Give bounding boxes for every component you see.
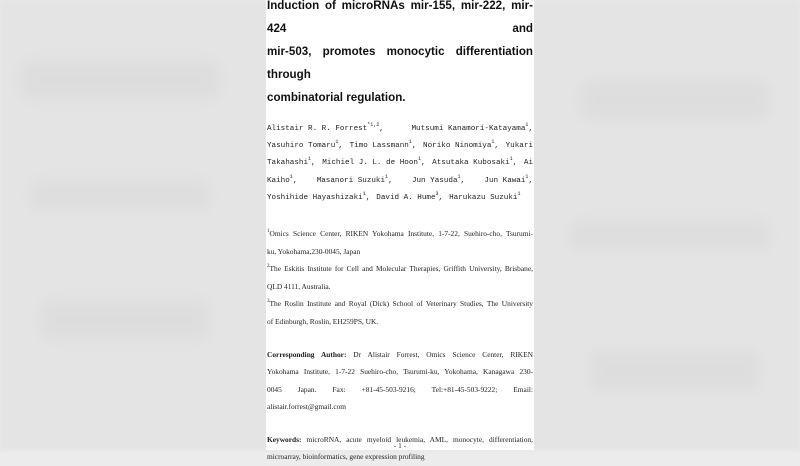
author-row [267,121,533,138]
title-line: mir-503, promotes monocytic differentiation through [267,45,533,81]
blurred-background-block [30,180,210,210]
affiliation: $^1$Omics Science Center, RIKEN Yokohama Institute, 1-7-22, Suehiro-cho, Tsurumi- ku, Yokohama,230-0045, Japan [267,229,533,256]
title-line: combinatorial regulation. [267,91,406,104]
keywords-label: Keywords: [267,434,302,444]
keywords: Keywords: microRNA, acute myeloid leukemia, AML, monocyte, differentiation, microarray, bioinformatics, gene expression profiling [267,434,533,462]
author-row [267,138,533,155]
document-page [266,0,534,462]
page-content [267,0,533,466]
affiliation: $^3$The Roslin Institute and Royal (Dick) School of Veterinary Studies, The University of Edinburgh, Roslin, EH259PS, UK. [267,299,533,326]
author: Jun Kawai$^1$, [484,173,533,185]
title-line: Induction of microRNAs mir-155, mir-222, mir-424 and [267,0,533,35]
author-row [267,190,533,207]
author-list [267,121,533,207]
author: David A. Hume$^3$, [376,190,444,202]
affiliations [267,225,533,330]
author: Kaiho$^1$, [267,173,298,185]
author-row [267,173,533,190]
author: Harukazu Suzuki$^1$ [449,190,521,202]
author: Yukari [505,142,533,151]
affiliation: $^2$The Eskitis Institute for Cell and Molecular Therapies, Griffith University, Brisbane, QLD 4111, Australia. [267,264,533,291]
author: Atsutaka Kubosaki$^1$, [432,156,518,168]
author: Jun Yasuda$^1$, [411,173,466,185]
author: Michiel J. L. de Hoon$^1$, [322,156,426,168]
author: Yoshihide Hayashizaki$^1$, [267,190,371,202]
email-text: alistair.forrest@gmail.com [267,402,347,412]
author: Ai [523,159,533,168]
author: Takahashi$^1$, [267,156,316,168]
author: Noriko Ninomiya$^1$, [423,139,499,151]
author: Masanori Suzuki$^1$, [316,173,393,185]
author: Alistair R. R. Forrest$^{*1,2}$, [267,122,384,133]
blurred-background-block [40,300,210,340]
author: Timo Lassmann$^1$, [349,139,417,151]
blurred-background-block [590,350,760,390]
blurred-background-block [570,220,770,250]
author: Yasuhiro Tomaru$^1$, [267,139,343,151]
page-number: - 1 - [393,441,407,450]
paper-title [267,0,533,109]
blurred-background-block [580,80,770,120]
blurred-background-block [20,60,220,100]
author: Mutsumi Kanamori-Katayama$^1$, [411,122,533,133]
corresponding-author-label: Corresponding Author: [267,350,347,360]
author-row [267,155,533,172]
corresponding-author: Corresponding Author: Dr Alistair Forrest, Omics Science Center, RIKEN Yokohama Institute, 1-7-22 Suehiro-cho, Tsurumi-ku, Yokohama, Kanagawa 230- 0045 Japan. Fax: +81-45-503-9216; Tel:+81-45-503-9222; Email: alistair.forrest@gmail.com [267,350,533,412]
